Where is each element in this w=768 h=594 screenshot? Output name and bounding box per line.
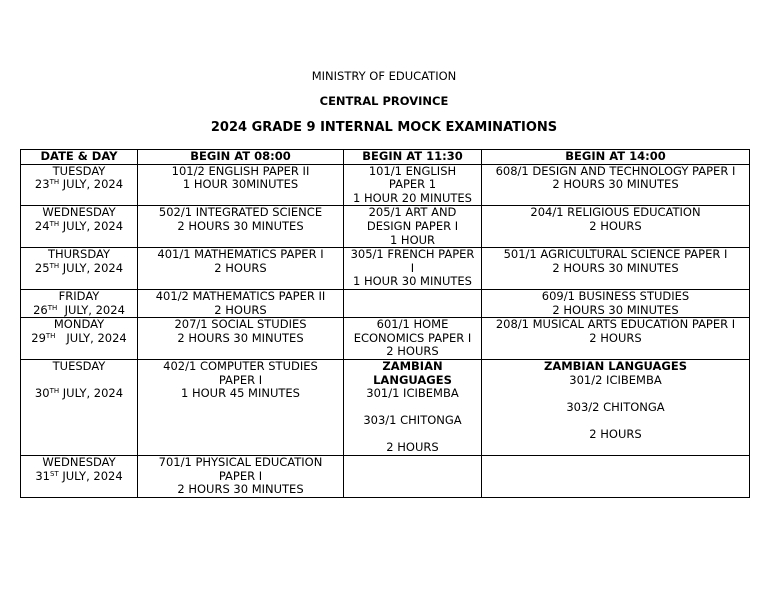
slot-0800-cell [138,456,344,498]
col-header-1130: BEGIN AT 11:30 [344,150,482,165]
exam-duration: 2 HOURS 30 MINUTES [177,482,304,497]
slot-1400-cell [482,248,750,290]
exam-paper: 208/1 MUSICAL ARTS EDUCATION PAPER I [495,317,736,332]
day-label: THURSDAY [47,247,111,262]
exam-paper: 301/2 ICIBEMBA [569,372,662,387]
slot-1130-cell [344,289,482,317]
table-row [21,206,750,248]
slot-0800-cell [138,206,344,248]
province-heading: CENTRAL PROVINCE [319,94,449,108]
col-header-date: DATE & DAY [21,150,138,165]
exam-duration: 2 HOURS [386,344,439,359]
table-row [21,359,750,455]
col-header-1400: BEGIN AT 14:00 [482,150,750,165]
exam-paper: 101/1 ENGLISH [368,164,457,178]
exam-duration: 2 HOURS [589,330,642,345]
exam-duration: 2 HOURS 30 MINUTES [552,177,679,192]
ministry-heading: MINISTRY OF EDUCATION [311,69,457,83]
day-label: WEDNESDAY [42,205,116,220]
exam-paper: PAPER I [218,372,263,387]
day-label: TUESDAY [52,164,106,178]
date-cell [21,206,138,248]
slot-1400-cell [482,289,750,317]
date-cell [21,359,138,455]
date-label: 23TH JULY, 2024 [34,177,124,192]
exam-duration: 2 HOURS [214,260,267,275]
exam-paper: 305/1 FRENCH PAPER [350,247,475,262]
date-label: 31ST JULY, 2024 [35,468,123,483]
day-label: FRIDAY [58,289,100,303]
date-cell [21,289,138,317]
slot-1130-cell [344,318,482,360]
exam-duration: 2 HOURS 30 MINUTES [552,260,679,275]
exam-paper: 303/2 CHITONGA [566,399,665,414]
exam-paper: PAPER I [218,468,263,483]
exam-duration: 1 HOUR [389,232,436,247]
exam-paper: 205/1 ART AND [368,205,457,220]
exam-paper: 402/1 COMPUTER STUDIES [163,359,318,373]
col-header-0800: BEGIN AT 08:00 [138,150,344,165]
slot-1130-cell [344,359,482,455]
exam-duration: 2 HOURS 30 MINUTES [552,302,679,317]
exam-duration: 2 HOURS [589,426,642,441]
exam-paper: 501/1 AGRICULTURAL SCIENCE PAPER I [503,247,728,262]
exam-duration: 2 HOURS [386,440,439,455]
document-title: 2024 GRADE 9 INTERNAL MOCK EXAMINATIONS [210,120,558,135]
date-cell [21,248,138,290]
slot-0800-cell [138,164,344,206]
exam-paper: I [410,260,415,275]
slot-1130-cell [344,456,482,498]
spacer [483,387,748,401]
exam-paper: DESIGN PAPER I [366,218,459,233]
table-row [21,164,750,206]
table-row [21,318,750,360]
spacer [483,414,748,428]
date-label: 25TH JULY, 2024 [34,260,124,275]
exam-paper: 609/1 BUSINESS STUDIES [541,289,690,303]
table-header-row [21,150,750,165]
day-label: TUESDAY [52,359,106,373]
exam-duration: 1 HOUR 45 MINUTES [181,386,300,401]
exam-paper: 608/1 DESIGN AND TECHNOLOGY PAPER I [495,164,736,178]
exam-duration: 2 HOURS [214,302,267,317]
exam-duration: 1 HOUR 20 MINUTES [353,190,472,205]
slot-1400-cell [482,456,750,498]
date-label: 30TH JULY, 2024 [34,386,124,401]
exam-paper: 502/1 INTEGRATED SCIENCE [158,205,323,220]
exam-group-heading: ZAMBIAN LANGUAGES [543,359,687,373]
date-label: 24TH JULY, 2024 [34,218,124,233]
date-label: 26TH JULY, 2024 [33,302,125,317]
table-row [21,248,750,290]
table-row [21,289,750,317]
date-cell [21,164,138,206]
date-cell [21,456,138,498]
date-cell [21,318,138,360]
exam-paper: 101/2 ENGLISH PAPER II [171,164,310,178]
exam-paper: 701/1 PHYSICAL EDUCATION [158,455,323,470]
exam-paper: 204/1 RELIGIOUS EDUCATION [530,205,701,220]
exam-paper: 401/1 MATHEMATICS PAPER I [157,247,324,262]
exam-paper: 207/1 SOCIAL STUDIES [174,317,307,332]
exam-group-heading: LANGUAGES [373,372,452,387]
date-label: 29TH JULY, 2024 [31,330,127,345]
table-row [21,456,750,498]
slot-0800-cell [138,359,344,455]
day-label: MONDAY [53,317,105,332]
slot-0800-cell [138,289,344,317]
slot-1400-cell [482,164,750,206]
exam-duration: 2 HOURS 30 MINUTES [177,218,304,233]
slot-1400-cell [482,206,750,248]
exam-paper: PAPER 1 [388,177,437,192]
exam-paper: 401/2 MATHEMATICS PAPER II [155,289,326,303]
slot-1130-cell [344,248,482,290]
exam-paper: ECONOMICS PAPER I [353,330,472,345]
slot-1130-cell [344,206,482,248]
day-label: WEDNESDAY [42,455,116,470]
exam-timetable [20,149,750,498]
exam-paper: 301/1 ICIBEMBA [366,386,459,401]
slot-1400-cell [482,359,750,455]
spacer [345,401,480,415]
slot-0800-cell [138,248,344,290]
slot-1400-cell [482,318,750,360]
slot-1130-cell [344,164,482,206]
exam-duration: 2 HOURS 30 MINUTES [177,330,304,345]
exam-paper: 303/1 CHITONGA [363,413,462,428]
spacer [345,428,480,442]
slot-0800-cell [138,318,344,360]
exam-paper: 601/1 HOME [376,317,449,332]
exam-group-heading: ZAMBIAN [382,359,443,373]
exam-duration: 1 HOUR 30 MINUTES [353,274,472,289]
exam-duration: 1 HOUR 30MINUTES [182,177,299,192]
exam-duration: 2 HOURS [589,218,642,233]
